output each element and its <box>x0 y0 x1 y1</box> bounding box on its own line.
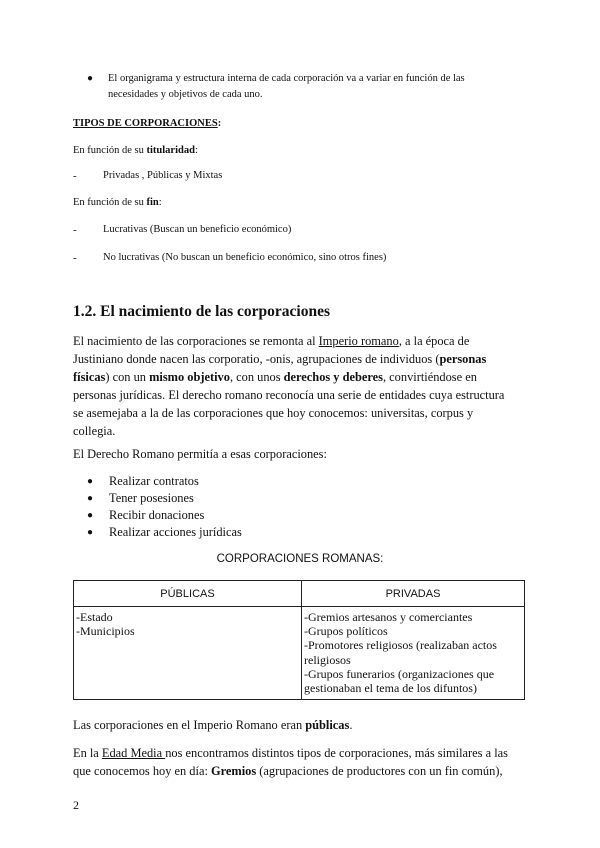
para4-text: que conocemos hoy en día: <box>73 764 211 778</box>
para4-line-2 <box>73 762 543 780</box>
top-bullet-item <box>87 71 557 103</box>
para1-text: El nacimiento de las corporaciones se remonta al <box>73 334 319 348</box>
para3-bold: públicas <box>305 718 350 732</box>
bullet-icon: ● <box>87 476 94 487</box>
list-item <box>87 523 242 540</box>
para1-line-1 <box>73 332 543 350</box>
para4-text: En la <box>73 746 102 760</box>
titularidad-label <box>73 143 198 159</box>
table-cell-line: -Grupos funerarios (organizaciones que <box>304 666 495 681</box>
fin-prefix: En función de su <box>73 197 147 208</box>
titularidad-bold: titularidad <box>146 145 195 156</box>
paragraph-permissions-intro: El Derecho Romano permitía a esas corporaciones: <box>73 447 327 461</box>
table-cell-line: -Gremios artesanos y comerciantes <box>304 610 473 624</box>
bullet-icon: ● <box>87 493 94 504</box>
table-row <box>74 607 525 700</box>
para3-text: . <box>349 718 353 732</box>
table-cell-line: gestionaban el tema de los difuntos) <box>304 681 477 696</box>
para4-text: nos encontramos distintos tipos de corporaciones, más similares a las <box>165 746 508 760</box>
fin-suffix: : <box>158 197 162 208</box>
para1-bold: mismo objetivo <box>149 370 230 384</box>
para1-line-3 <box>73 368 543 386</box>
list-item-text: Realizar acciones jurídicas <box>109 525 242 539</box>
section-title: 1.2. El nacimiento de las corporaciones <box>73 303 331 320</box>
fin-item-2 <box>73 250 386 266</box>
fin-item-1-text: Lucrativas (Buscan un beneficio económico) <box>103 224 292 235</box>
paragraph-origin <box>73 332 543 440</box>
para3-text: Las corporaciones en el Imperio Romano eran <box>73 718 306 732</box>
dash-icon: - <box>73 224 77 236</box>
list-item <box>87 489 242 506</box>
bullet-icon: ● <box>87 527 94 538</box>
tipos-heading-text: TIPOS DE CORPORACIONES <box>73 118 218 129</box>
para1-text: , con unos <box>229 370 284 384</box>
corporaciones-table <box>73 580 525 700</box>
para4-line-1 <box>73 744 543 762</box>
para1-line-5: se asemejaba a la de las corporaciones que hoy conocemos: universitas, corpus y <box>73 406 474 420</box>
list-item-text: Tener posesiones <box>109 491 194 505</box>
publicas-cell <box>74 607 302 700</box>
para1-text: , convirtiéndose en <box>382 370 477 384</box>
edad-media-link[interactable]: Edad Media <box>101 746 166 760</box>
table-cell-line: -Promotores religiosos (realizaban actos <box>304 638 497 653</box>
list-item-text: Recibir donaciones <box>109 508 205 522</box>
dash-icon: - <box>73 170 77 182</box>
table-cell-line: -Grupos políticos <box>304 624 388 639</box>
dash-icon: - <box>73 252 77 264</box>
bullet-icon: ● <box>87 510 94 521</box>
privadas-cell <box>302 607 525 700</box>
list-item-text: Realizar contratos <box>109 474 199 488</box>
para1-bold: personas <box>439 352 487 366</box>
paragraph-edad-media <box>73 744 543 780</box>
para1-text: ) con un <box>105 370 150 384</box>
para4-bold: Gremios <box>210 764 257 778</box>
table-cell-line: -Municipios <box>76 624 135 639</box>
para1-text: Justiniano donde nacen las corporatio, -onis, agrupaciones de individuos ( <box>73 352 440 366</box>
para4-text: (agrupaciones de productores con un fin común), <box>256 764 503 778</box>
header-privadas: PRIVADAS <box>302 581 525 607</box>
fin-bold: fin <box>146 197 159 208</box>
titularidad-item-text: Privadas , Públicas y Mixtas <box>103 170 223 181</box>
para1-text: , a la época de <box>398 334 470 348</box>
list-item <box>87 506 242 523</box>
permissions-list <box>87 472 242 540</box>
table-header-row <box>74 581 525 607</box>
paragraph-publicas <box>73 716 352 734</box>
imperio-romano-link[interactable]: Imperio romano <box>318 334 399 348</box>
para1-line-2 <box>73 350 543 368</box>
fin-item-2-text: No lucrativas (No buscan un beneficio económico, sino otros fines) <box>103 252 387 263</box>
para1-bold: físicas <box>73 370 106 384</box>
top-bullet-line-2: necesidades y objetivos de cada uno. <box>108 89 263 100</box>
tipos-heading-colon: : <box>217 118 222 129</box>
table-title: CORPORACIONES ROMANAS: <box>216 553 384 565</box>
para1-bold: derechos y deberes <box>283 370 383 384</box>
titularidad-item <box>73 168 222 184</box>
fin-label <box>73 195 162 211</box>
para1-line-6: collegia. <box>73 424 116 438</box>
tipos-heading <box>73 116 221 132</box>
top-bullet-line-1: El organigrama y estructura interna de cada corporación va a variar en función de las <box>108 73 465 84</box>
para1-line-4: personas jurídicas. El derecho romano reconocía una serie de entidades cuya estructura <box>73 388 505 402</box>
header-publicas: PÚBLICAS <box>74 581 302 607</box>
bullet-icon: ● <box>87 73 94 84</box>
titularidad-prefix: En función de su <box>73 145 147 156</box>
table-cell-line: -Estado <box>76 610 113 624</box>
fin-item-1 <box>73 222 291 238</box>
titularidad-suffix: : <box>194 145 198 156</box>
table-cell-line: religiosos <box>304 652 351 667</box>
page-number: 2 <box>73 798 79 812</box>
list-item <box>87 472 242 489</box>
